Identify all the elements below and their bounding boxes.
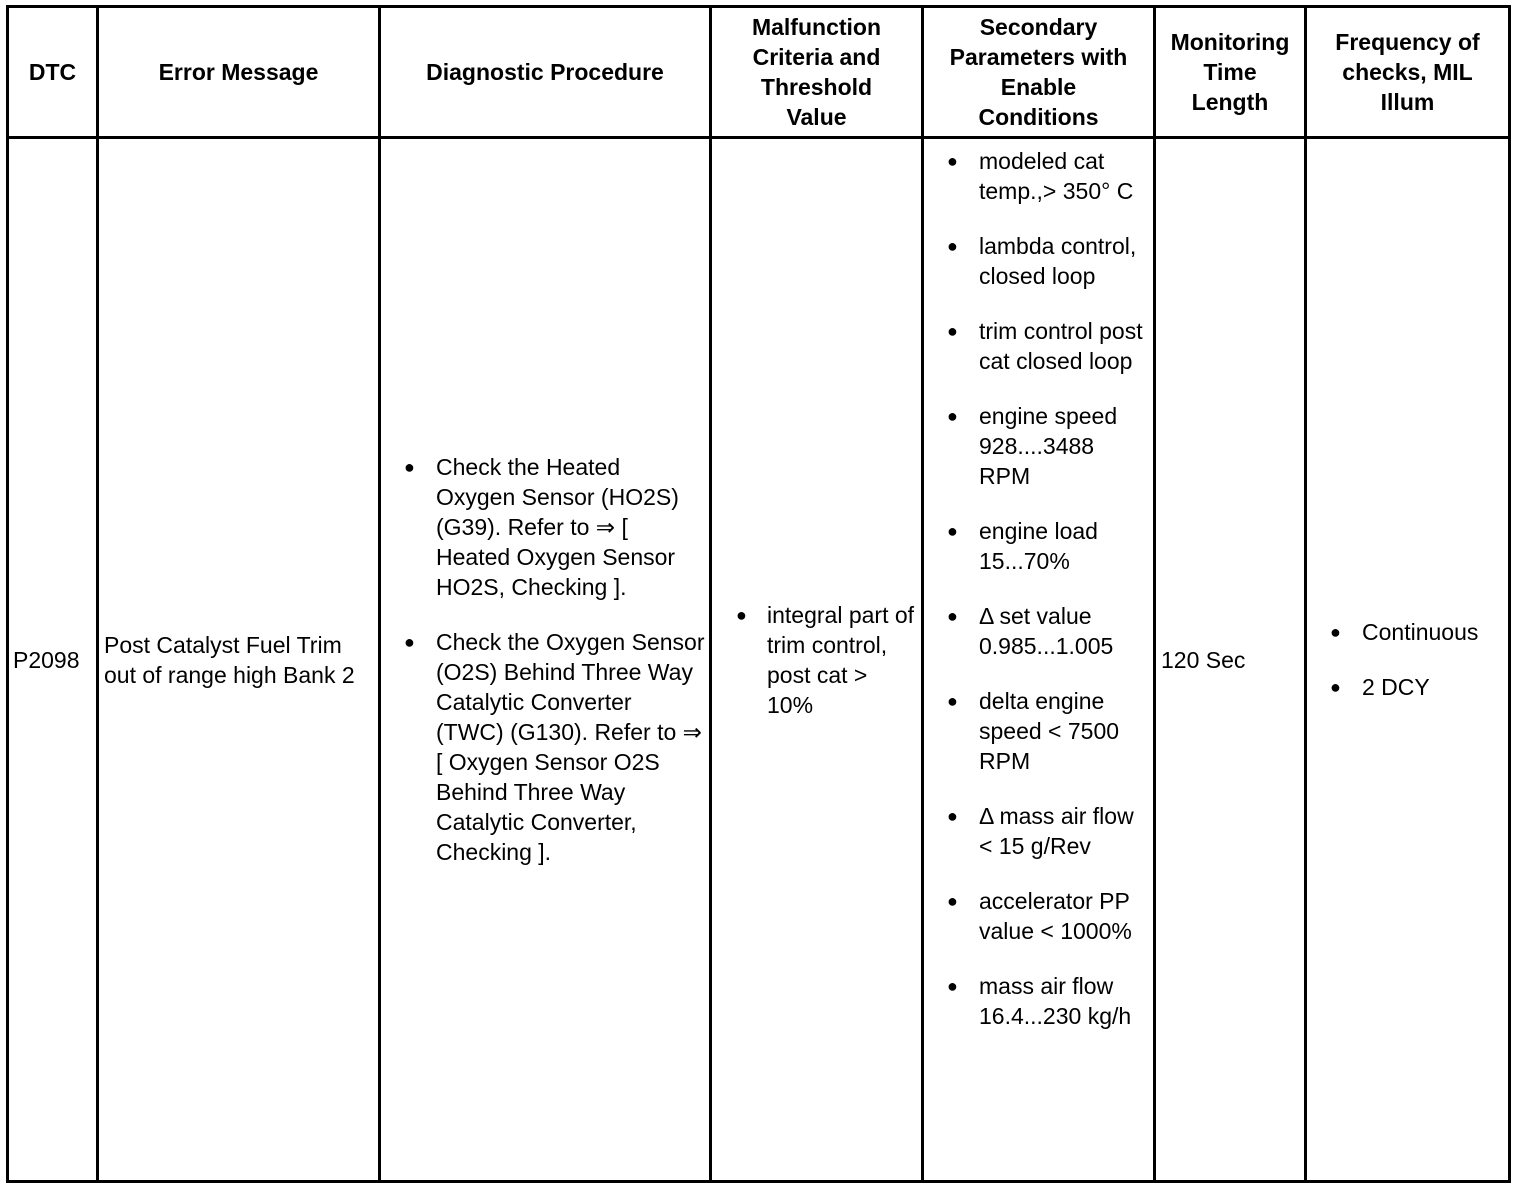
parameter-item: ● engine load 15...70% xyxy=(979,516,1151,576)
table-row xyxy=(8,138,1510,1182)
cell-dtc: P2098 xyxy=(8,138,98,1182)
parameter-item: ● Δ set value 0.985...1.005 xyxy=(979,601,1151,661)
cell-diagnostic-procedure xyxy=(380,138,711,1182)
parameter-item: ● Δ mass air flow < 15 g/Rev xyxy=(979,801,1151,861)
header-row xyxy=(8,7,1510,138)
parameter-list xyxy=(979,146,1151,1031)
procedure-item: ● Check the Heated Oxygen Sensor (HO2S) (G39). Refer to ⇒ [ Heated Oxygen Sensor HO2S, Checking ]. xyxy=(436,452,705,602)
cell-monitoring-time: 120 Sec xyxy=(1155,138,1306,1182)
parameter-item: ● modeled cat temp.,> 350° C xyxy=(979,146,1151,206)
header-dtc: DTC xyxy=(8,7,98,138)
cell-malfunction-criteria xyxy=(711,138,923,1182)
frequency-list xyxy=(1362,617,1508,702)
cell-frequency xyxy=(1306,138,1510,1182)
parameter-item: ● engine speed 928....3488 RPM xyxy=(979,401,1151,491)
parameter-item: ● mass air flow 16.4...230 kg/h xyxy=(979,971,1151,1031)
header-error-message: Error Message xyxy=(98,7,380,138)
procedure-item: ● Check the Oxygen Sensor (O2S) Behind Three Way Catalytic Converter (TWC) (G130). Refer to ⇒ [ Oxygen Sensor O2S Behind Three Way Catalytic Converter, Checking ]. xyxy=(436,627,705,867)
header-monitoring-time: Monitoring Time Length xyxy=(1155,7,1306,138)
procedure-list xyxy=(436,452,705,867)
header-malfunction-criteria: Malfunction Criteria and Threshold Value xyxy=(711,7,923,138)
header-frequency: Frequency of checks, MIL Illum xyxy=(1306,7,1510,138)
frequency-item: ● 2 DCY xyxy=(1362,672,1508,702)
parameter-item: ● delta engine speed < 7500 RPM xyxy=(979,686,1151,776)
parameter-item: ● trim control post cat closed loop xyxy=(979,316,1151,376)
frequency-item: ● Continuous xyxy=(1362,617,1508,647)
cell-error-message: Post Catalyst Fuel Trim out of range high Bank 2 xyxy=(98,138,380,1182)
parameter-item: ● lambda control, closed loop xyxy=(979,231,1151,291)
criteria-list xyxy=(767,600,917,720)
criteria-item: ● integral part of trim control, post cat > 10% xyxy=(767,600,917,720)
dtc-table xyxy=(6,5,1511,1183)
parameter-item: ● accelerator PP value < 1000% xyxy=(979,886,1151,946)
header-diagnostic-procedure: Diagnostic Procedure xyxy=(380,7,711,138)
cell-secondary-parameters xyxy=(923,138,1155,1182)
header-secondary-parameters: Secondary Parameters with Enable Conditions xyxy=(923,7,1155,138)
